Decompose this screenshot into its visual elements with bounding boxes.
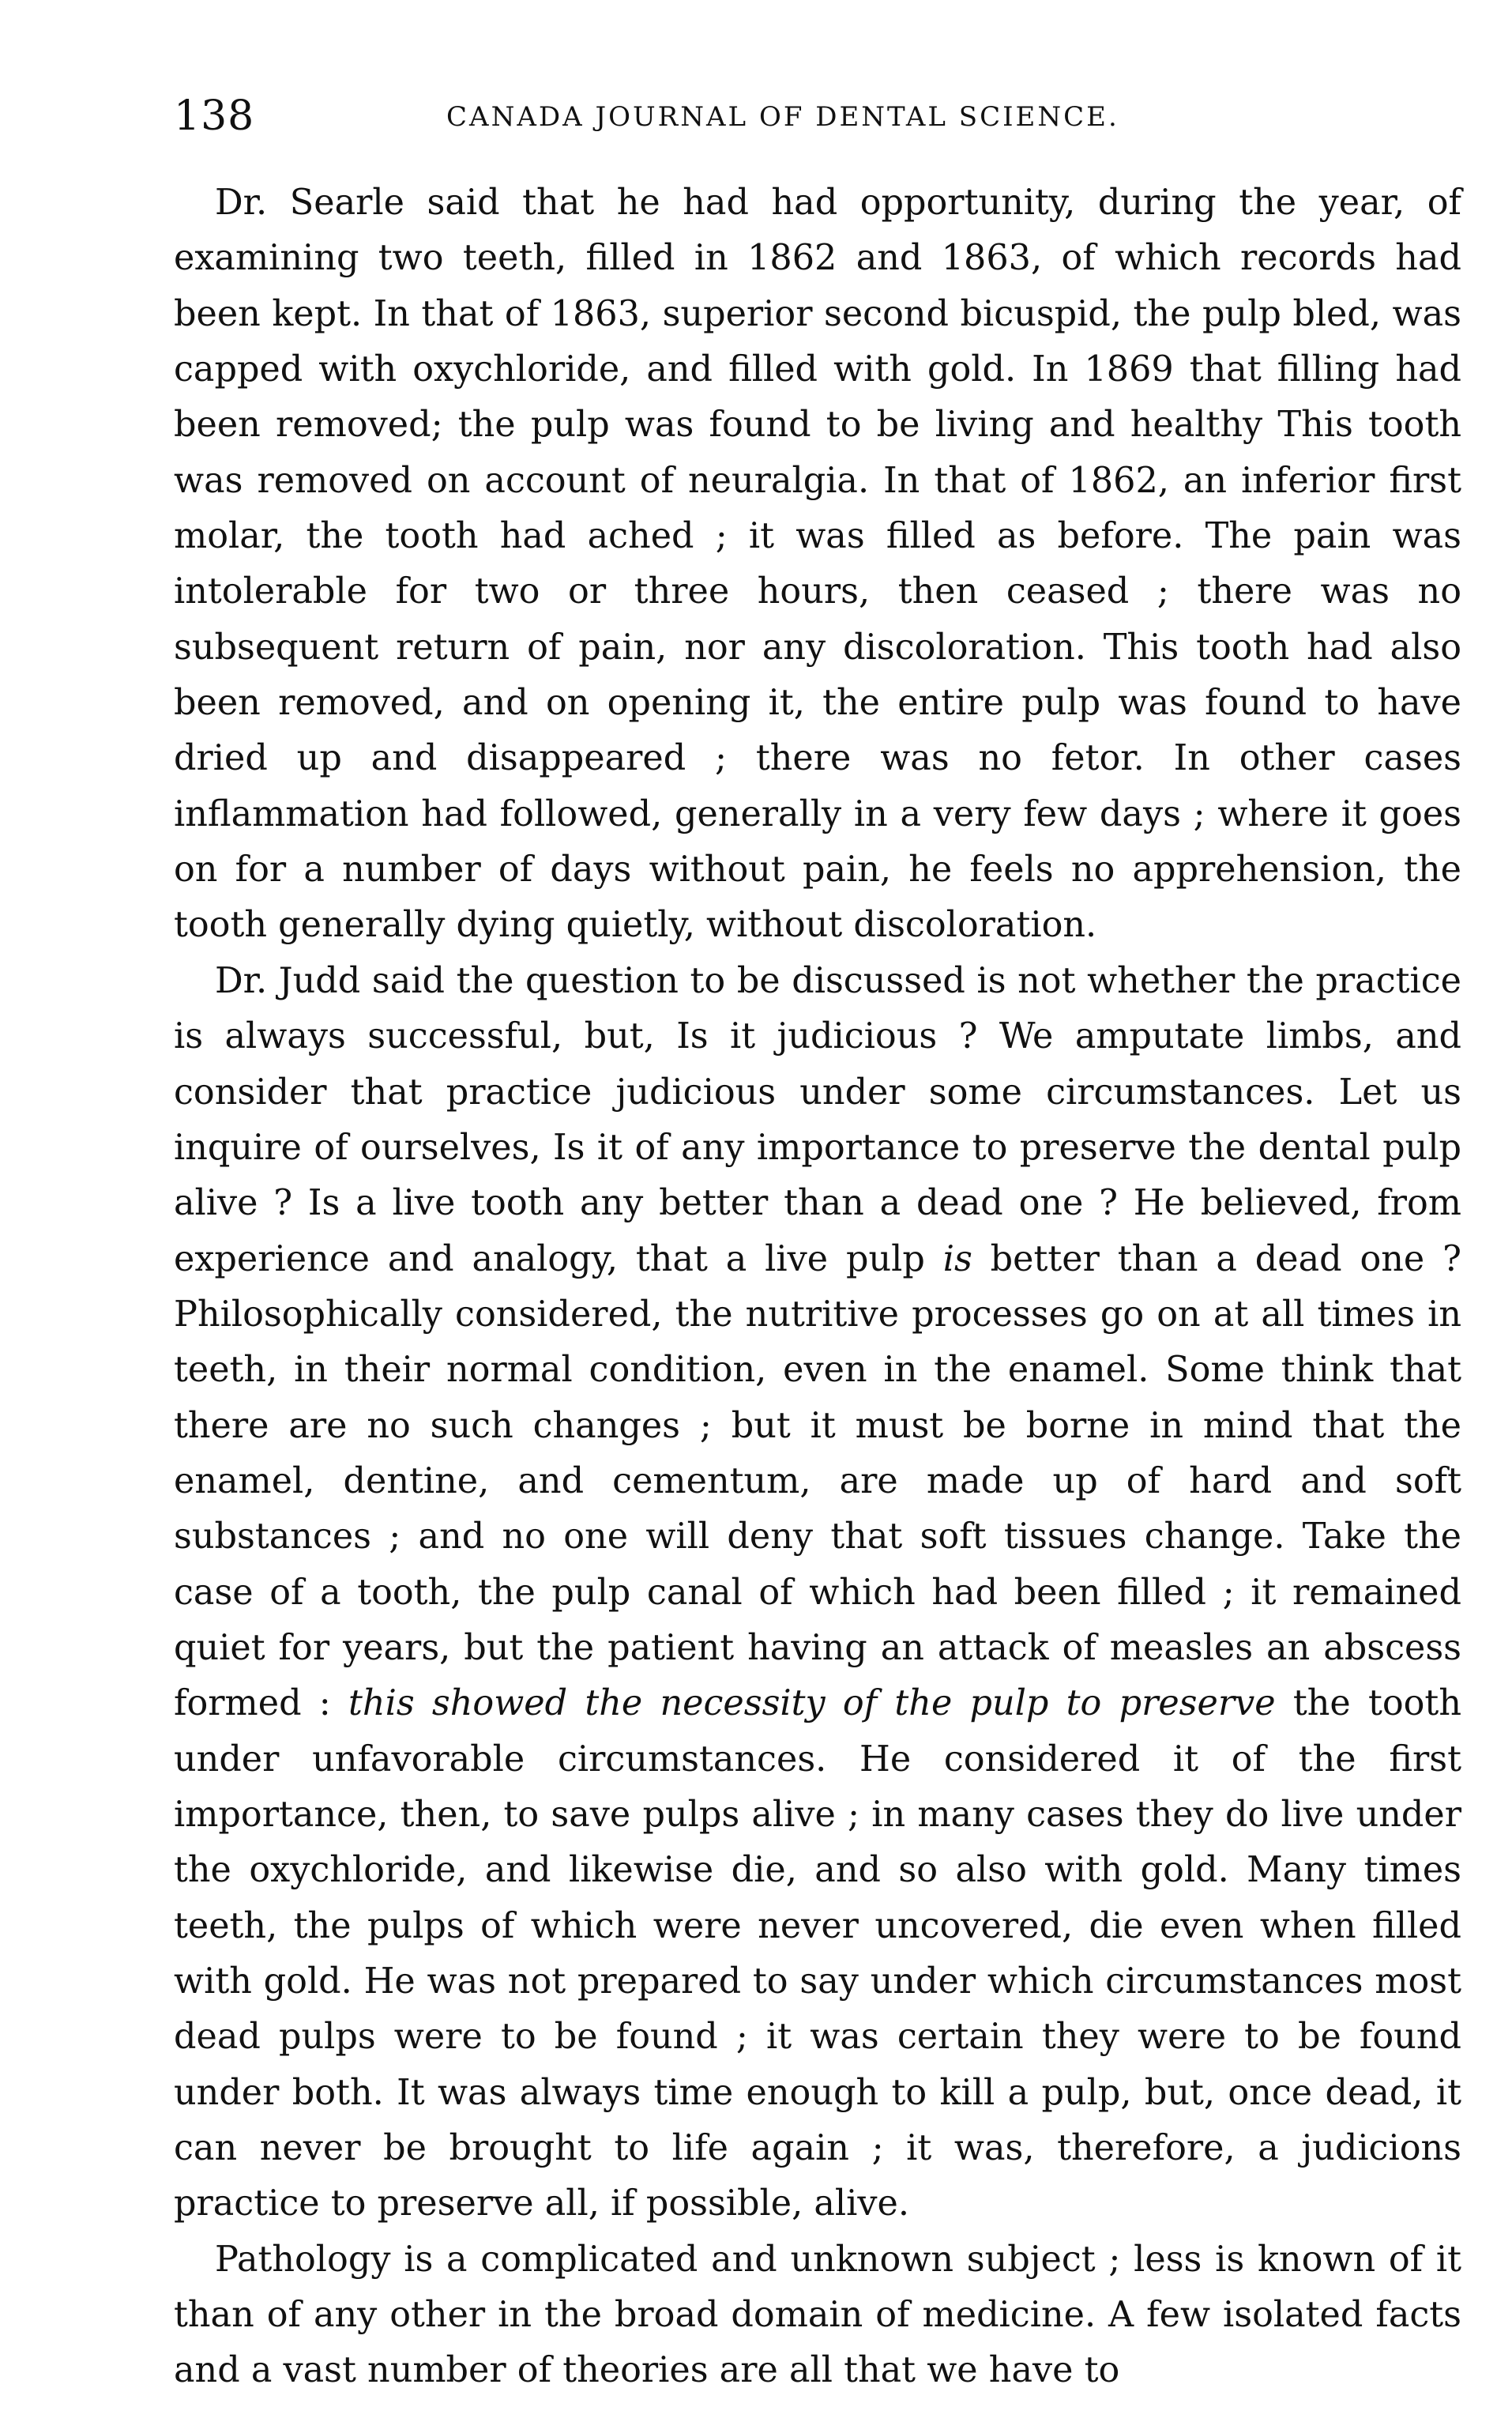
running-head: [174, 89, 1461, 144]
paragraph-judd-emphasis-is: is: [942, 1238, 972, 1279]
paragraph-judd-text-2: better than a dead one ? Philosophically considered, the nutritive processes go on at all times in teeth, in their normal condition, even in the enamel. Some think that there are no such changes ; but it must be borne in mind that the enamel, dentine, and cementum, are made up of hard and soft substances ; and no one will deny that soft tissues change. Take the case of a tooth, the pulp canal of which had been filled ; it remained quiet for years, but the patient having an attack of measles an abscess formed :: [174, 1238, 1461, 1724]
article-body: [174, 175, 1461, 2399]
paragraph-judd-text-1: Dr. Judd said the question to be discussed is not whether the practice is always successful, but, Is it judicious ? We amputate limbs, and consider that practice judicious under some circumstances. Let us inquire of ourselves, Is it of any importance to preserve the dental pulp alive ? Is a live tooth any better than a dead one ? He believed, from experience and analogy, that a live pulp: [174, 960, 1461, 1279]
paragraph-pathology: Pathology is a complicated and unknown subject ; less is known of it than of any other in the broad domain of medicine. A few isolated facts and a vast number of theories are all that we have to: [174, 2239, 1461, 2391]
journal-title: CANADA JOURNAL OF DENTAL SCIENCE.: [446, 101, 1119, 133]
paragraph-searle: Dr. Searle said that he had had opportunity, during the year, of examining two teeth, filled in 1862 and 1863, of which records had been kept. In that of 1863, superior second bicuspid, the pulp bled, was capped with oxychloride, and filled with gold. In 1869 that filling had been removed; the pulp was found to be living and healthy This tooth was removed on account of neuralgia. In that of 1862, an inferior first molar, the tooth had ached ; it was filled as before. The pain was intolerable for two or three hours, then ceased ; there was no subsequent return of pain, nor any discoloration. This tooth had also been removed, and on opening it, the entire pulp was found to have dried up and disappeared ; there was no fetor. In other cases inflammation had followed, generally in a very few days ; where it goes on for a number of days without pain, he feels no apprehension, the tooth generally dying quietly, without discoloration.: [174, 183, 1461, 946]
paragraph-judd-emphasis-necessity: this showed the necessity of the pulp to preserve: [348, 1683, 1276, 1724]
paragraph-judd: [174, 954, 1461, 2232]
page-number: 138: [174, 92, 255, 140]
paragraph-judd-text-3: the tooth under unfavorable circumstances. He considered it of the first importance, then, to save pulps alive ; in many cases they do live under the oxychloride, and likewise die, and so also with gold. Many times teeth, the pulps of which were never uncovered, die even when filled with gold. He was not prepared to say under which circumstances most dead pulps were to be found ; it was certain they were to be found under both. It was always time enough to kill a pulp, but, once dead, it can never be brought to life again ; it was, therefore, a judicions practice to preserve all, if possible, alive.: [174, 1683, 1461, 2224]
